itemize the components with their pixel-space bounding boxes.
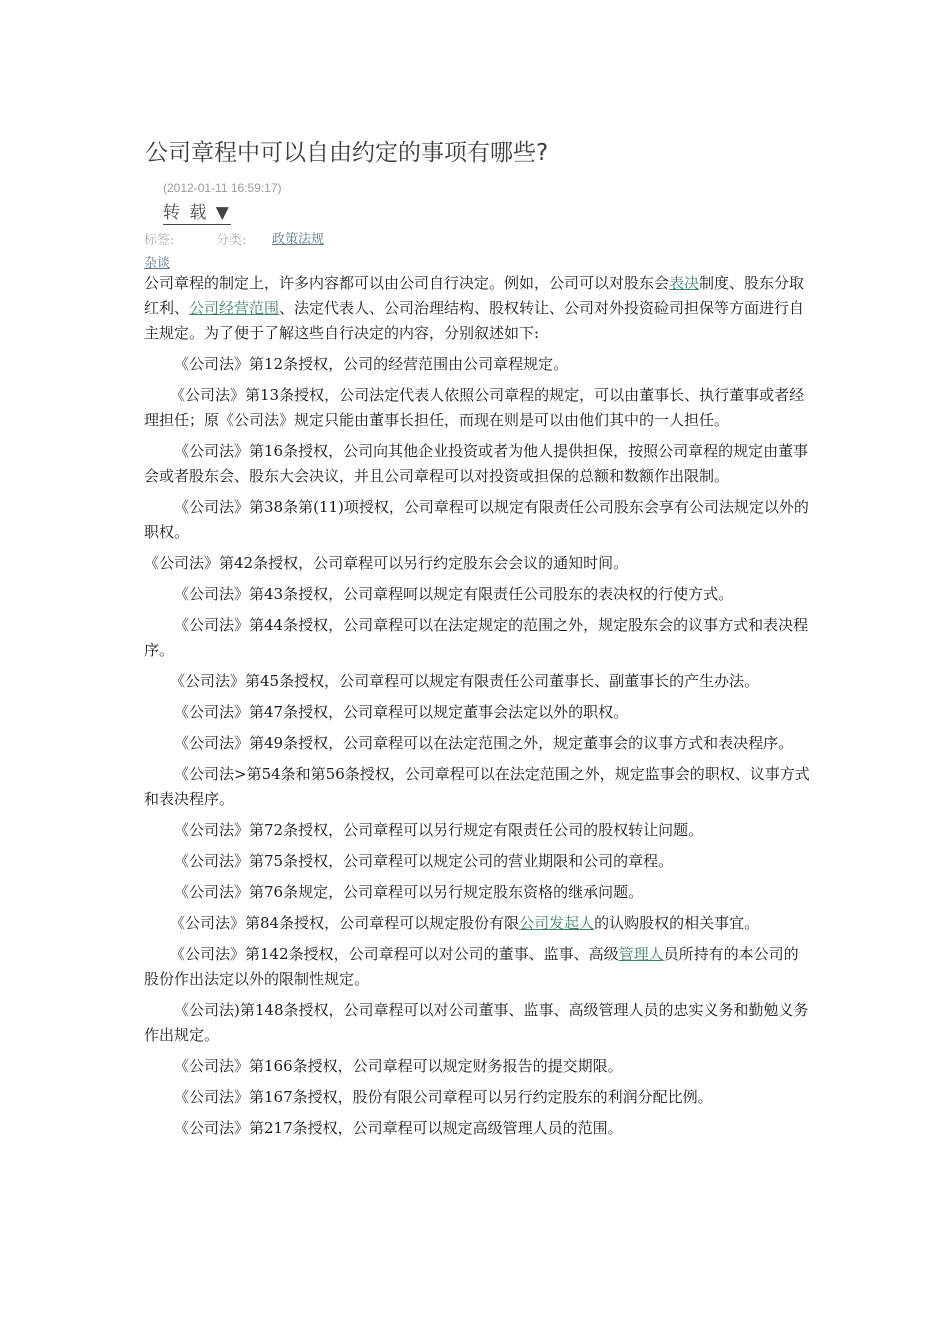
post-date: (2012-01-11 16:59:17) <box>163 181 282 195</box>
paragraph: 《公司法》第38条第(11)项授权，公司章程可以规定有限责任公司股东会享有公司法规定以外的职权。 <box>144 498 809 541</box>
paragraph: 《公司法》第166条授权，公司章程可以规定财务报告的提交期限。 <box>174 1057 623 1075</box>
paragraph: 《公司法>第54条和第56条授权，公司章程可以在法定范围之外，规定监事会的职权、议事方式和表决程序。 <box>144 765 810 808</box>
paragraph: 《公司法》第13条授权，公司法定代表人依照公司章程的规定，可以由董事长、执行董事或者经理担任；原《公司法》规定只能由董事长担任，而现在则是可以由他们其中的一人担任。 <box>144 386 805 429</box>
paragraph: 《公司法》第43条授权，公司章程呵以规定有限责任公司股东的表决权的行使方式。 <box>174 585 734 603</box>
link-company-promoter[interactable]: 公司发起人 <box>519 914 595 932</box>
paragraph: 《公司法》第42条授权，公司章程可以另行约定股东会会议的通知时间。 <box>144 554 629 572</box>
paragraph: 《公司法》第49条授权，公司章程可以在法定范围之外，规定董事会的议事方式和表决程序。 <box>174 734 794 752</box>
article-body <box>144 271 812 1147</box>
intro-paragraph: 公司章程的制定上，许多内容都可以由公司自行决定。例如，公司可以对股东会表决制度、股东分取红利、公司经营范围、法定代表人、公司治理结构、股权转让、公司对外投资硷司担保等方面进行自主规定。为了便于了解这些自行决定的内容，分别叙述如下: <box>144 274 805 342</box>
paragraph: 《公司法》第16条授权，公司向其他企业投资或者为他人提供担保，按照公司章程的规定由董事会或者股东会、股东大会决议，并且公司章程可以对投资或担保的总额和数额作出限制。 <box>144 442 809 485</box>
paragraph: 《公司法》第45条授权，公司章程可以规定有限责任公司董事长、副董事长的产生办法。 <box>170 672 760 690</box>
paragraph: 《公司法》第167条授权，股份有限公司章程可以另行约定股东的利润分配比例。 <box>174 1088 713 1106</box>
category-link[interactable]: 政策法规 <box>272 232 325 247</box>
paragraph-art142: 《公司法》第142条授权，公司章程可以对公司的董事、监事、高级管理人员所持有的本公司的股份作出法定以外的限制性规定。 <box>144 945 799 988</box>
link-vote[interactable]: 表决 <box>669 274 700 292</box>
paragraph: 《公司法》第72条授权，公司章程可以另行规定有限责任公司的股权转让问题。 <box>174 821 704 839</box>
link-business-scope[interactable]: 公司经营范围 <box>189 299 280 317</box>
paragraph: 《公司法)第148条授权，公司章程可以对公司董事、监事、高级管理人员的忠实义务和勤勉义务作出规定。 <box>144 1001 809 1044</box>
category-label: 分类: <box>216 233 247 248</box>
tag-label: 标签: <box>144 233 175 248</box>
paragraph-art84: 《公司法》第84条授权，公司章程可以规定股份有限公司发起人的认购股权的相关事宜。 <box>170 914 760 932</box>
paragraph: 《公司法》第44条授权，公司章程可以在法定规定的范围之外，规定股东会的议事方式和表决程序。 <box>144 616 809 659</box>
paragraph: 《公司法》第217条授权，公司章程可以规定高级管理人员的范围。 <box>174 1119 623 1137</box>
paragraph: 《公司法》第47条授权，公司章程可以规定董事会法定以外的职权。 <box>174 703 629 721</box>
paragraph: 《公司法》第12条授权，公司的经营范围由公司章程规定。 <box>174 355 569 373</box>
link-manager[interactable]: 管理人 <box>618 945 664 963</box>
paragraph: 《公司法》第75条授权，公司章程可以规定公司的营业期限和公司的章程。 <box>174 852 674 870</box>
repost-button[interactable]: 转 载 ▼ <box>163 198 231 225</box>
tag-link-misc[interactable]: 杂谈 <box>144 256 171 271</box>
paragraph: 《公司法》第76条规定，公司章程可以另行规定股东资格的继承问题。 <box>174 883 644 901</box>
article-title: 公司章程中可以自由约定的事项有哪些? <box>145 140 549 166</box>
